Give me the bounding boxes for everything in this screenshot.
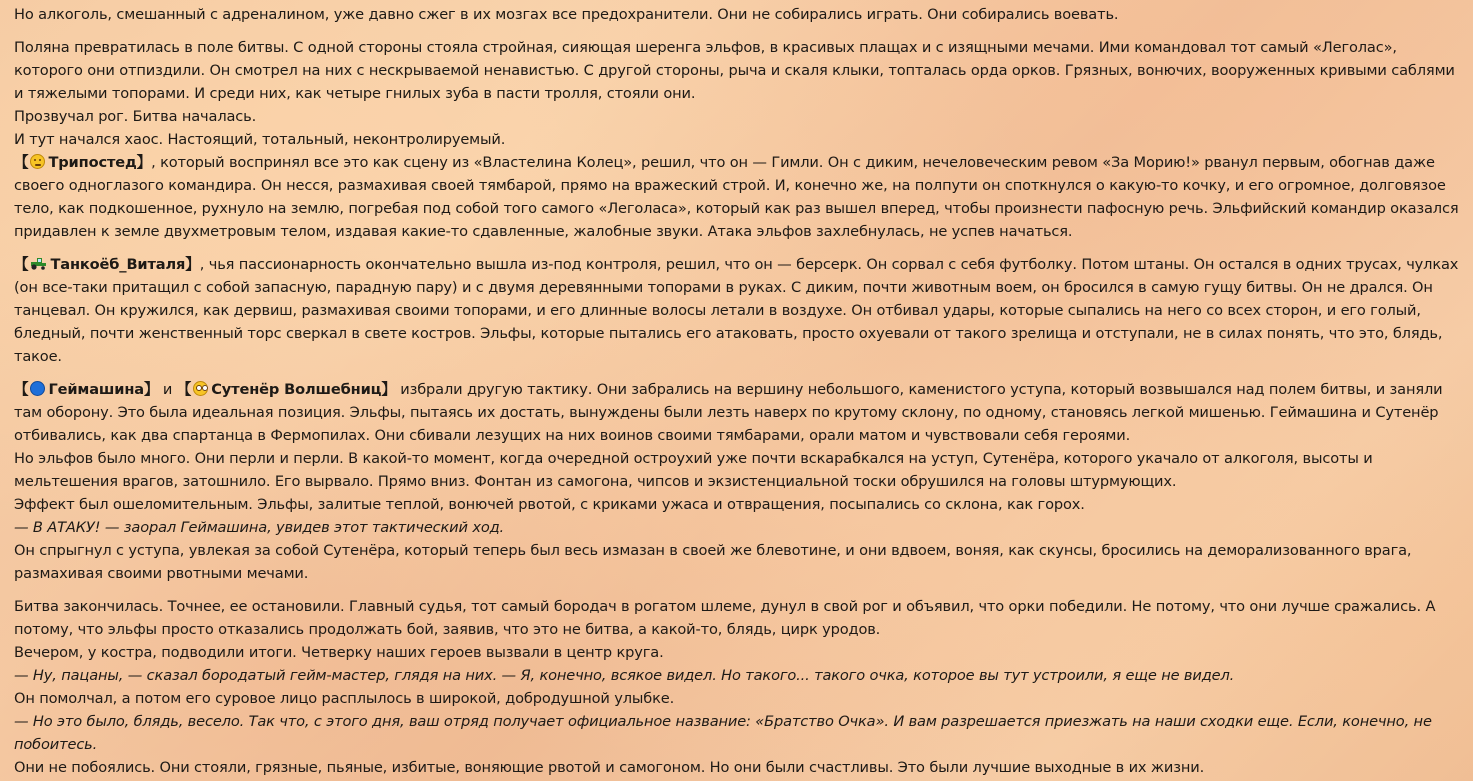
paragraph-9: Эффект был ошеломительным. Эльфы, залитые теплой, вонючей рвотой, с криками ужаса и отвращения, посыпались со склона, как горох. [14, 496, 1085, 513]
tag-triposted: 【 Трипостед】 [14, 154, 152, 171]
paragraph-6-text: чья пассионарность окончательно вышла из-под контроля, решил, что он — берсерк. Он сорвал с себя футболку. Потом штаны. Он остался в одних трусах, чулках (он все-таки притащил с собой запасную, парадную пару) и с двумя деревянными топорами в руках. С диким, почти животным воем, он бросился в самую гущу битвы. Он не дрался. Он танцевал. Он кружился, как дервиш, размахивая своими топорами, и его длинные волосы летали в воздухе. Он отбивал удары, которые сыпались на него со всех сторон, и его голый, бледный, почти женственный торс сверкал в свете костров. Эльфы, которые пытались его атаковать, просто охуевали от такого зрелища и отступали, не в силах понять, что это, блядь, такое. [14, 256, 1459, 365]
tag-sutener-name: Сутенёр Волшебниц [211, 381, 382, 398]
paragraph-10-dialogue: — В АТАКУ! — заорал Геймашина, увидев этот тактический ход. [14, 519, 505, 536]
paragraph-7-text: избрали другую тактику. Они забрались на вершину небольшого, каменистого уступа, который возвышался над полем битвы, и заняли там оборону. Это была идеальная позиция. Эльфы, пытаясь их достать, вынуждены были лезть наверх по крутому склону, по одному, становясь легкой мишенью. Геймашина и Сутенёр отбивались, как два спартанца в Фермопилах. Они сбивали лезущих на них воинов своими тямбарами, орали матом и чувствовали себя героями. [14, 381, 1443, 444]
paragraph-4: И тут начался хаос. Настоящий, тотальный, неконтролируемый. [14, 131, 506, 148]
tractor-icon [30, 257, 47, 270]
paragraph-15: Он помолчал, а потом его суровое лицо расплылось в широкой, добродушной улыбке. [14, 690, 675, 707]
tag-sutener: 【 Сутенёр Волшебниц】 [176, 381, 396, 398]
paragraph-16-dialogue: — Но это было, блядь, весело. Так что, с этого дня, ваш отряд получает официальное название: «Братство Очка». И вам разрешается приезжать на наши сходки еще. Если, конечно, не побоитесь. [14, 713, 1432, 753]
tag-geymashina-name: Геймашина [48, 381, 144, 398]
blue-circle-icon [30, 381, 45, 396]
tag-tankoeb: 【 Танкоёб_Виталя】 [14, 256, 200, 273]
flushed-face-icon [193, 381, 208, 396]
tag-geymashina: 【 Геймашина】 [14, 381, 159, 398]
paragraph-17: Они не побоялись. Они стояли, грязные, пьяные, избитые, воняющие рвотой и самогоном. Но они были счастливы. Это были лучшие выходные в их жизни. [14, 759, 1205, 776]
paragraph-6: 【 Танкоёб_Виталя】, чья пассионарность окончательно вышла из-под контроля, решил, что он — берсерк. Он сорвал с себя футболку. Потом штаны. Он остался в одних трусах, чулках (он все-таки притащил с собой запасную, парадную пару) и с двумя деревянными топорами в руках. С диким, почти животным воем, он бросился в самую гущу битвы. Он не дрался. Он танцевал. Он кружился, как дервиш, размахивая своими топорами, и его длинные волосы летали в воздухе. Он отбивал удары, которые сыпались на него со всех сторон, и его голый, бледный, почти женственный торс сверкал в свете костров. Эльфы, которые пытались его атаковать, просто охуевали от такого зрелища и отступали, не в силах понять, что это, блядь, такое. [14, 256, 1459, 365]
paragraph-12: Битва закончилась. Точнее, ее остановили. Главный судья, тот самый бородач в рогатом шлеме, дунул в свой рог и объявил, что орки победили. Не потому, что они лучше сражались. А потому, что эльфы просто отказались продолжать бой, заявив, что это не битва, а какой-то, блядь, цирк уродов. [14, 598, 1436, 638]
document-page [14, 3, 1462, 779]
paragraph-3: Прозвучал рог. Битва началась. [14, 108, 257, 125]
paragraph-14-dialogue: — Ну, пацаны, — сказал бородатый гейм-мастер, глядя на них. — Я, конечно, всякое видел. Но такого... такого очка, которое вы тут устроили, я еще не видел. [14, 667, 1235, 684]
paragraph-5: 【 Трипостед】, который воспринял все это как сцену из «Властелина Колец», решил, что он — Гимли. Он с диким, нечеловеческим ревом «За Морию!» рванул первым, обогнав даже своего одноглазого командира. Он несся, размахивая своей тямбарой, прямо на вражеский строй. И, конечно же, на полпути он споткнулся о какую-то кочку, и его огромное, долговязое тело, как подкошенное, рухнуло на землю, погребая под собой того самого «Леголаса», который как раз вышел вперед, чтобы произнести пафосную речь. Эльфийский командир оказался придавлен к земле двухметровым телом, издавая какие-то сдавленные, жалобные звуки. Атака эльфов захлебнулась, не успев начаться. [14, 154, 1459, 240]
tag-tankoeb-name: Танкоёб_Виталя [50, 256, 186, 273]
thinking-face-icon [30, 154, 45, 169]
paragraph-5-text: который воспринял все это как сцену из «Властелина Колец», решил, что он — Гимли. Он с диким, нечеловеческим ревом «За Морию!» рванул первым, обогнав даже своего одноглазого командира. Он несся, размахивая своей тямбарой, прямо на вражеский строй. И, конечно же, на полпути он споткнулся о какую-то кочку, и его огромное, долговязое тело, как подкошенное, рухнуло на землю, погребая под собой того самого «Леголаса», который как раз вышел вперед, чтобы произнести пафосную речь. Эльфийский командир оказался придавлен к земле двухметровым телом, издавая какие-то сдавленные, жалобные звуки. Атака эльфов захлебнулась, не успев начаться. [14, 154, 1459, 240]
paragraph-11: Он спрыгнул с уступа, увлекая за собой Сутенёра, который теперь был весь измазан в своей же блевотине, и они вдвоем, воняя, как скунсы, бросились на деморализованного врага, размахивая своими рвотными мечами. [14, 542, 1412, 582]
tag-triposted-name: Трипостед [48, 154, 137, 171]
paragraph-7-join: и [162, 381, 173, 398]
paragraph-2: Поляна превратилась в поле битвы. С одной стороны стояла стройная, сияющая шеренга эльфов, в красивых плащах и с изящными мечами. Ими командовал тот самый «Леголас», которого они отпиздили. Он смотрел на них с нескрываемой ненавистью. С другой стороны, рыча и скаля клыки, топталась орда орков. Грязных, вонючих, вооруженных кривыми саблями и тяжелыми топорами. И среди них, как четыре гнилых зуба в пасти тролля, стояли они. [14, 39, 1455, 102]
paragraph-8: Но эльфов было много. Они перли и перли. В какой-то момент, когда очередной остроухий уже почти вскарабкался на уступ, Сутенёра, которого укачало от алкоголя, высоты и мельтешения врагов, затошнило. Его вырвало. Прямо вниз. Фонтан из самогона, чипсов и экзистенциальной тоски обрушился на головы штурмующих. [14, 450, 1373, 490]
paragraph-13: Вечером, у костра, подводили итоги. Четверку наших героев вызвали в центр круга. [14, 644, 664, 661]
paragraph-7 [14, 378, 1462, 447]
paragraph-1: Но алкоголь, смешанный с адреналином, уже давно сжег в их мозгах все предохранители. Они не собирались играть. Они собирались воевать. [14, 6, 1119, 23]
